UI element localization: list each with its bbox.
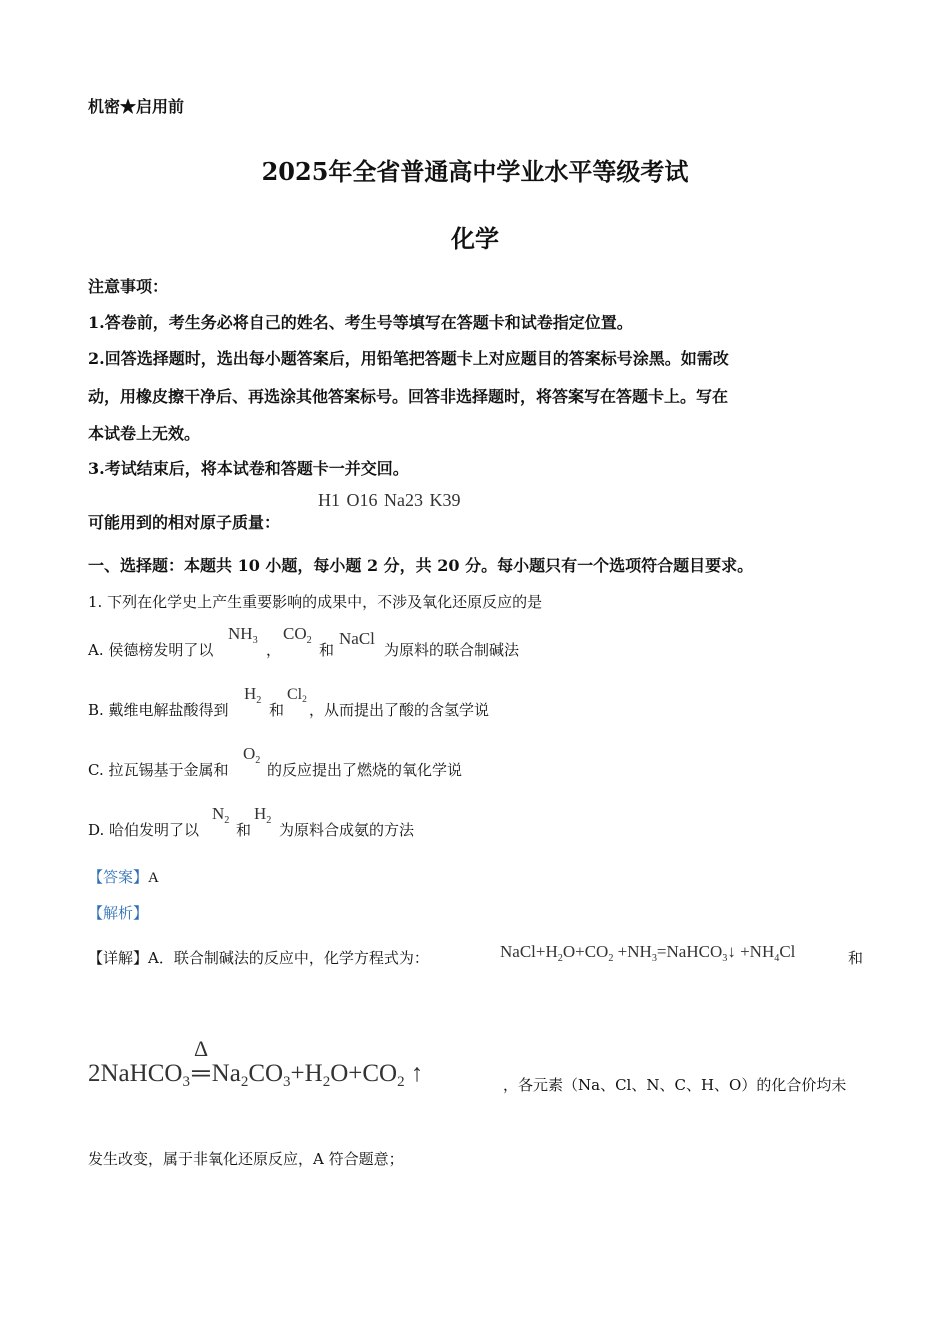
option-a-sep: ， [266,641,282,659]
note-line: 1.答卷前，考生务必将自己的姓名、考生号等填写在答题卡和试卷指定位置。 [88,313,633,332]
option-b-pre: B. 戴维电解盐酸得到 [88,701,229,719]
note-line: 本试卷上无效。 [88,424,201,443]
formula-n2: $N_2$ [212,804,230,826]
note-line: 3.考试结束后，将本试卷和答题卡一并交回。 [88,459,409,478]
note-line: 2.回答选择题时，选出每小题答案后，用铅笔把答题卡上对应题目的答案标号涂黑。如需改 [88,349,729,368]
analysis-tag: 【解析】 [88,904,149,922]
equation-2-note: ，各元素（Na、Cl、N、C、H、O）的化合价均未 [503,1076,847,1094]
answer-line [88,866,159,887]
confidential-label: 机密★启用前 [88,97,185,116]
option-d-and: 和 [236,821,252,839]
option-c-pre: C. 拉瓦锡基于金属和 [88,761,229,779]
option-b-and: 和 [269,701,285,719]
formula-cl2: $Cl_2$ [287,686,307,706]
detail-tag: 【详解】 [88,949,149,967]
atomic-mass-label: 可能用到的相对原子质量： [88,513,281,532]
section-heading: 一、选择题：本题共 10 小题，每小题 2 分，共 20 分。每小题只有一个选项符合题目要求。 [88,556,754,575]
formula-o2: $O_2$ [243,744,261,766]
option-d-post: 为原料合成氨的方法 [279,821,415,839]
formula-h2: $H_2$ [244,684,262,706]
equation-2: 2NaHCO$_3$ Δ $═Na_2CO_3+H_2O+CO_2$ ↑ [88,1036,424,1091]
conclusion-line: 发生改变，属于非氧化还原反应，A 符合题意； [88,1150,404,1168]
subject-title: 化学 [451,224,499,253]
delta-symbol: Δ [193,1036,209,1061]
detail-and: 和 [848,949,864,967]
answer-tag: 【答案】 [88,868,149,886]
option-a-pre: A. 侯德榜发明了以 [88,641,214,659]
option-c-post: 的反应提出了燃烧的氧化学说 [267,761,463,779]
formula-co2: $CO_2$ [283,624,312,646]
option-a-and: 和 [319,641,335,659]
option-a-post: 为原料的联合制碱法 [384,641,520,659]
exam-title: 2025年全省普通高中学业水平等级考试 [261,157,689,186]
detail-line [88,947,429,968]
option-b-post: ，从而提出了酸的含氢学说 [309,701,490,719]
formula-nacl: NaCl [339,629,375,648]
formula-nh3: $NH_3$ [228,624,258,646]
question-stem: 1. 下列在化学史上产生重要影响的成果中，不涉及氧化还原反应的是 [88,593,543,611]
atomic-mass-values: H1 O16 Na23 K39 [318,490,461,510]
equation-1: $NaCl+H_2O+CO_2$ $+NH_3=NaHCO_3↓ +NH_4Cl$ [500,942,796,964]
detail-text: A．联合制碱法的反应中，化学方程式为： [148,949,429,967]
note-line: 动，用橡皮擦干净后、再选涂其他答案标号。回答非选择题时，将答案写在答题卡上。写在 [88,387,729,406]
answer-value: A [148,870,159,886]
option-d-pre: D. 哈伯发明了以 [88,821,200,839]
notes-heading: 注意事项： [88,277,169,296]
formula-h2: $H_2$ [254,804,272,826]
